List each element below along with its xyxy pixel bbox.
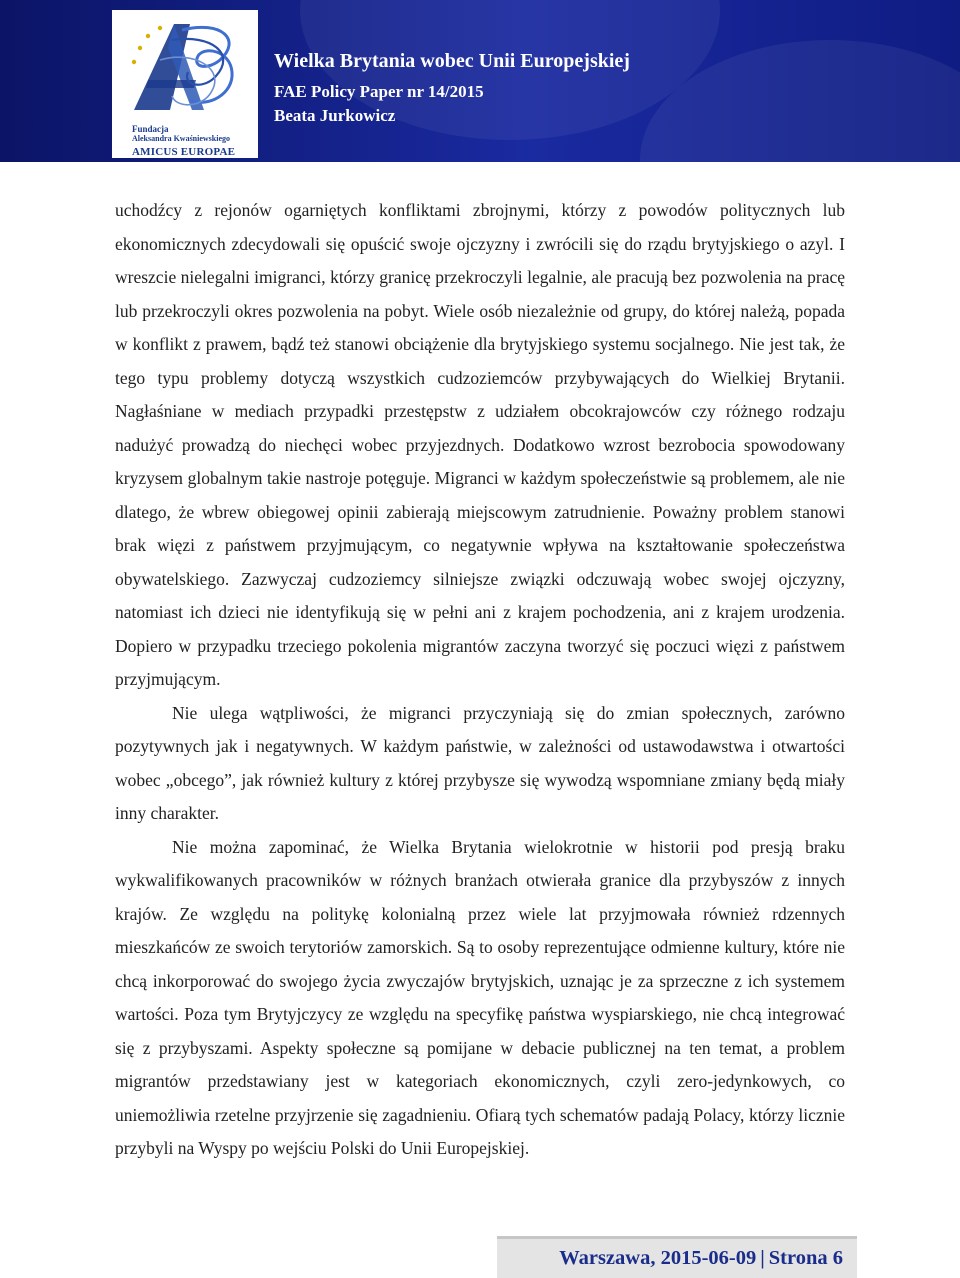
policy-paper-number: FAE Policy Paper nr 14/2015 — [274, 82, 484, 101]
footer-place-date: Warszawa, 2015-06-09 — [559, 1247, 757, 1269]
footer-text — [559, 1248, 843, 1269]
footer-separator: | — [760, 1247, 765, 1269]
paragraph-1: uchodźcy z rejonów ogarniętych konfliktami zbrojnymi, którzy z powodów politycznych lub ekonomicznych zdecydowali się opuścić swoje ojczyzny i zwrócili się do rządu brytyjskiego o azyl. I wreszcie nielegalni imigranci, którzy granicę przekroczyli legalnie, ale pracują bez pozwolenia na pracę lub przekroczyli okres pozwolenia na pobyt. Wiele osób niezależnie od grupy, do której należą, popada w konflikt z prawem, bądź też stanowi obciążenie dla brytyjskiego systemu socjalnego. Nie jest tak, że tego typu problemy dotyczą wszystkich cudzoziemców przybywających do Wielkiej Brytanii. Nagłaśniane w mediach przypadki przestępstw z udziałem obcokrajowców czy różnego rodzaju nadużyć prowadzą do niechęci wobec przyjezdnych. Dodatkowo wzrost bezrobocia spowodowany kryzysem globalnym takie nastroje potęguje. Migranci w każdym społeczeństwie są problemem, ale nie dlatego, że wbrew obiegowej opinii zabierają miejscowym zatrudnienie. Poważny problem stanowi brak więzi z państwem przyjmującym, co negatywnie wpływa na kształtowanie społeczeństwa obywatelskiego. Zazwyczaj cudzoziemcy silniejsze związki odczuwają wobec swojej ojczyzny, natomiast ich dzieci nie identyfikują się w pełni ani z krajem pochodzenia, ani z krajem urodzenia. Dopiero w przypadku trzeciego pokolenia migrantów zaczyna tworzyć się poczuci więzi z państwem przyjmującym. — [115, 200, 845, 689]
author-name: Beata Jurkowicz — [274, 106, 396, 125]
page-number: Strona 6 — [768, 1247, 843, 1269]
paragraph-2: Nie ulega wątpliwości, że migranci przyczyniają się do zmian społecznych, zarówno pozytywnych jak i negatywnych. W każdym państwie, w zależności od ustawodawstwa i otwartości wobec „obcego”, jak również kultury z której przybysze się wywodzą wspomniane zmiany będą miały inny charakter. — [115, 702, 845, 823]
foundation-logo — [112, 10, 258, 158]
document-body — [115, 194, 845, 1166]
logo-monogram-icon — [112, 10, 258, 122]
page-footer — [497, 1236, 857, 1278]
page-header — [0, 0, 960, 162]
document-title: Wielka Brytania wobec Unii Europejskiej — [274, 50, 630, 72]
paragraph-3: Nie można zapominać, że Wielka Brytania wielokrotnie w historii pod presją braku wykwalifikowanych pracowników w różnych branżach otwierała granice dla przybyszów z innych krajów. Ze względu na politykę kolonialną przez wiele lat przyjmowała również rdzennych mieszkańców ze swoich terytoriów zamorskich. Są to osoby reprezentujące odmienne kultury, które nie chcą inkorporować do swojego życia zwyczajów brytyjskich, uznając je za sprzeczne z ich systemem wartości. Poza tym Brytyjczycy ze względu na specyfikę państwa wyspiarskiego, nie chcą integrować się z przybyszami. Aspekty społeczne są pomijane w debacie publicznej na ten temat, a problem migrantów przedstawiany jest w kategoriach ekonomicznych, czyli zero-jedynkowych, co uniemożliwia rzetelne przyjrzenie się zagadnieniu. Ofiarą tych schematów padają Polacy, którzy licznie przybyli na Wyspy po wejściu Polski do Unii Europejskiej. — [115, 836, 845, 1158]
logo-line-founder: Aleksandra Kwaśniewskiego — [132, 134, 231, 143]
logo-line-amicus: AMICUS EUROPAE — [132, 146, 236, 158]
logo-line-fundacja: Fundacja — [132, 124, 169, 134]
